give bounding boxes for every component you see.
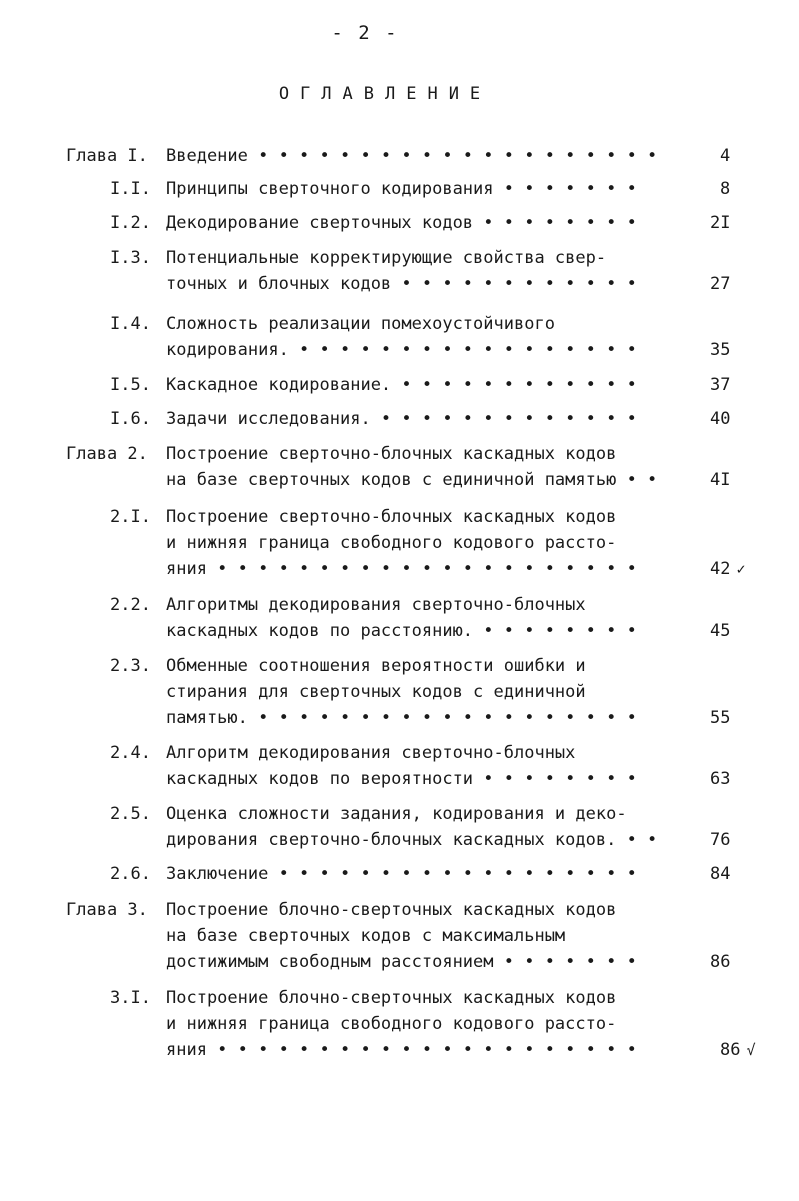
toc-entry-line: и нижняя граница свободного кодового рассто-: [166, 1014, 617, 1034]
toc-entry-number: 2.4.: [110, 743, 151, 763]
toc-entry-line: памятью. • • • • • • • • • • • • • • • • • • •: [166, 708, 637, 728]
toc-entry-line: Каскадное кодирование. • • • • • • • • • • • •: [166, 375, 637, 395]
toc-entry-line: Введение • • • • • • • • • • • • • • • • • • • •: [166, 146, 658, 166]
toc-entry-line: дирования сверточно-блочных каскадных кодов. • •: [166, 830, 658, 850]
toc-entry-line: стирания для сверточных кодов с единичной: [166, 682, 586, 702]
toc-entry-line: Декодирование сверточных кодов • • • • • • • •: [166, 213, 637, 233]
toc-entry-line: Построение сверточно-блочных каскадных кодов: [166, 444, 617, 464]
toc-entry-number: I.I.: [110, 179, 151, 199]
toc-entry-number: 2.2.: [110, 595, 151, 615]
toc-entry-title: [166, 441, 706, 493]
toc-entry-page: 63: [710, 769, 731, 789]
checkmark-icon: √: [746, 1041, 756, 1059]
toc-entry-page: 84: [710, 864, 731, 884]
toc-entry-page: 2I: [710, 213, 731, 233]
toc-entry-number: I.6.: [110, 409, 151, 429]
toc-entry-line: точных и блочных кодов • • • • • • • • • • • •: [166, 274, 637, 294]
toc-entry-number: Глава 3.: [66, 900, 148, 920]
toc-entry-title: [166, 653, 706, 731]
toc-entry-line: яния • • • • • • • • • • • • • • • • • • • • •: [166, 559, 637, 579]
toc-entry-line: Построение сверточно-блочных каскадных кодов: [166, 507, 617, 527]
toc-entry-title: [166, 801, 706, 853]
toc-entry-page: 45: [710, 621, 731, 641]
toc-entry-title: [166, 861, 706, 887]
toc-entry-title: [166, 176, 706, 202]
toc-entry-number: I.5.: [110, 375, 151, 395]
toc-entry-line: Принципы сверточного кодирования • • • • • • •: [166, 179, 637, 199]
toc-entry-title: [166, 504, 706, 582]
toc-entry-line: Построение блочно-сверточных каскадных кодов: [166, 900, 617, 920]
toc-entry-line: яния • • • • • • • • • • • • • • • • • • • • •: [166, 1040, 637, 1060]
toc-entry-line: и нижняя граница свободного кодового рассто-: [166, 533, 617, 553]
toc-entry-title: [166, 897, 706, 975]
toc-entry-line: кодирования. • • • • • • • • • • • • • • • • •: [166, 340, 637, 360]
page-number: - 2 -: [331, 22, 399, 44]
toc-entry-line: Задачи исследования. • • • • • • • • • • • • •: [166, 409, 637, 429]
toc-entry-page: 8: [720, 179, 731, 199]
toc-entry-line: каскадных кодов по расстоянию. • • • • • • • •: [166, 621, 637, 641]
toc-entry-line: на базе сверточных кодов с максимальным: [166, 926, 566, 946]
toc-entry-page: 37: [710, 375, 731, 395]
checkmark-icon: ✓: [736, 560, 746, 578]
toc-entry-line: Построение блочно-сверточных каскадных кодов: [166, 988, 617, 1008]
toc-entry-line: Оценка сложности задания, кодирования и деко-: [166, 804, 627, 824]
toc-entry-line: Алгоритмы декодирования сверточно-блочных: [166, 595, 586, 615]
toc-entry-title: [166, 406, 706, 432]
toc-entry-title: [166, 740, 706, 792]
toc-entry-line: Алгоритм декодирования сверточно-блочных: [166, 743, 576, 763]
toc-entry-page: 40: [710, 409, 731, 429]
toc-entry-number: 2.I.: [110, 507, 151, 527]
page-title: ОГЛАВЛЕНИЕ: [278, 84, 492, 104]
toc-entry-number: 3.I.: [110, 988, 151, 1008]
toc-entry-line: Обменные соотношения вероятности ошибки и: [166, 656, 586, 676]
toc-entry-page: 35: [710, 340, 731, 360]
toc-entry-line: Сложность реализации помехоустойчивого: [166, 314, 555, 334]
toc-entry-page: 86 √: [720, 1040, 756, 1060]
toc-entry-line: Потенциальные корректирующие свойства свер-: [166, 248, 607, 268]
toc-entry-number: 2.5.: [110, 804, 151, 824]
toc-entry-title: [166, 245, 706, 297]
toc-entry-page: 4: [720, 146, 731, 166]
toc-entry-number: 2.3.: [110, 656, 151, 676]
toc-entry-title: [166, 592, 706, 644]
toc-entry-page: 42 ✓: [710, 559, 746, 579]
toc-entry-line: каскадных кодов по вероятности • • • • • • • •: [166, 769, 637, 789]
toc-entry-number: 2.6.: [110, 864, 151, 884]
toc-entry-page: 76: [710, 830, 731, 850]
toc-entry-number: I.4.: [110, 314, 151, 334]
toc-entry-page: 27: [710, 274, 731, 294]
toc-entry-title: [166, 985, 706, 1063]
toc-entry-title: [166, 311, 706, 363]
toc-entry-title: [166, 372, 706, 398]
toc-entry-line: на базе сверточных кодов с единичной памятью • •: [166, 470, 658, 490]
toc-entry-title: [166, 210, 706, 236]
toc-entry-page: 55: [710, 708, 731, 728]
toc-entry-number: Глава I.: [66, 146, 148, 166]
toc-entry-number: Глава 2.: [66, 444, 148, 464]
toc-entry-number: I.3.: [110, 248, 151, 268]
toc-entry-page: 4I: [710, 470, 731, 490]
toc-entry-title: [166, 143, 706, 169]
toc-entry-line: достижимым свободным расстоянием • • • • • • •: [166, 952, 637, 972]
toc-entry-line: Заключение • • • • • • • • • • • • • • • • • •: [166, 864, 637, 884]
toc-entry-page: 86: [710, 952, 731, 972]
toc-entry-number: I.2.: [110, 213, 151, 233]
